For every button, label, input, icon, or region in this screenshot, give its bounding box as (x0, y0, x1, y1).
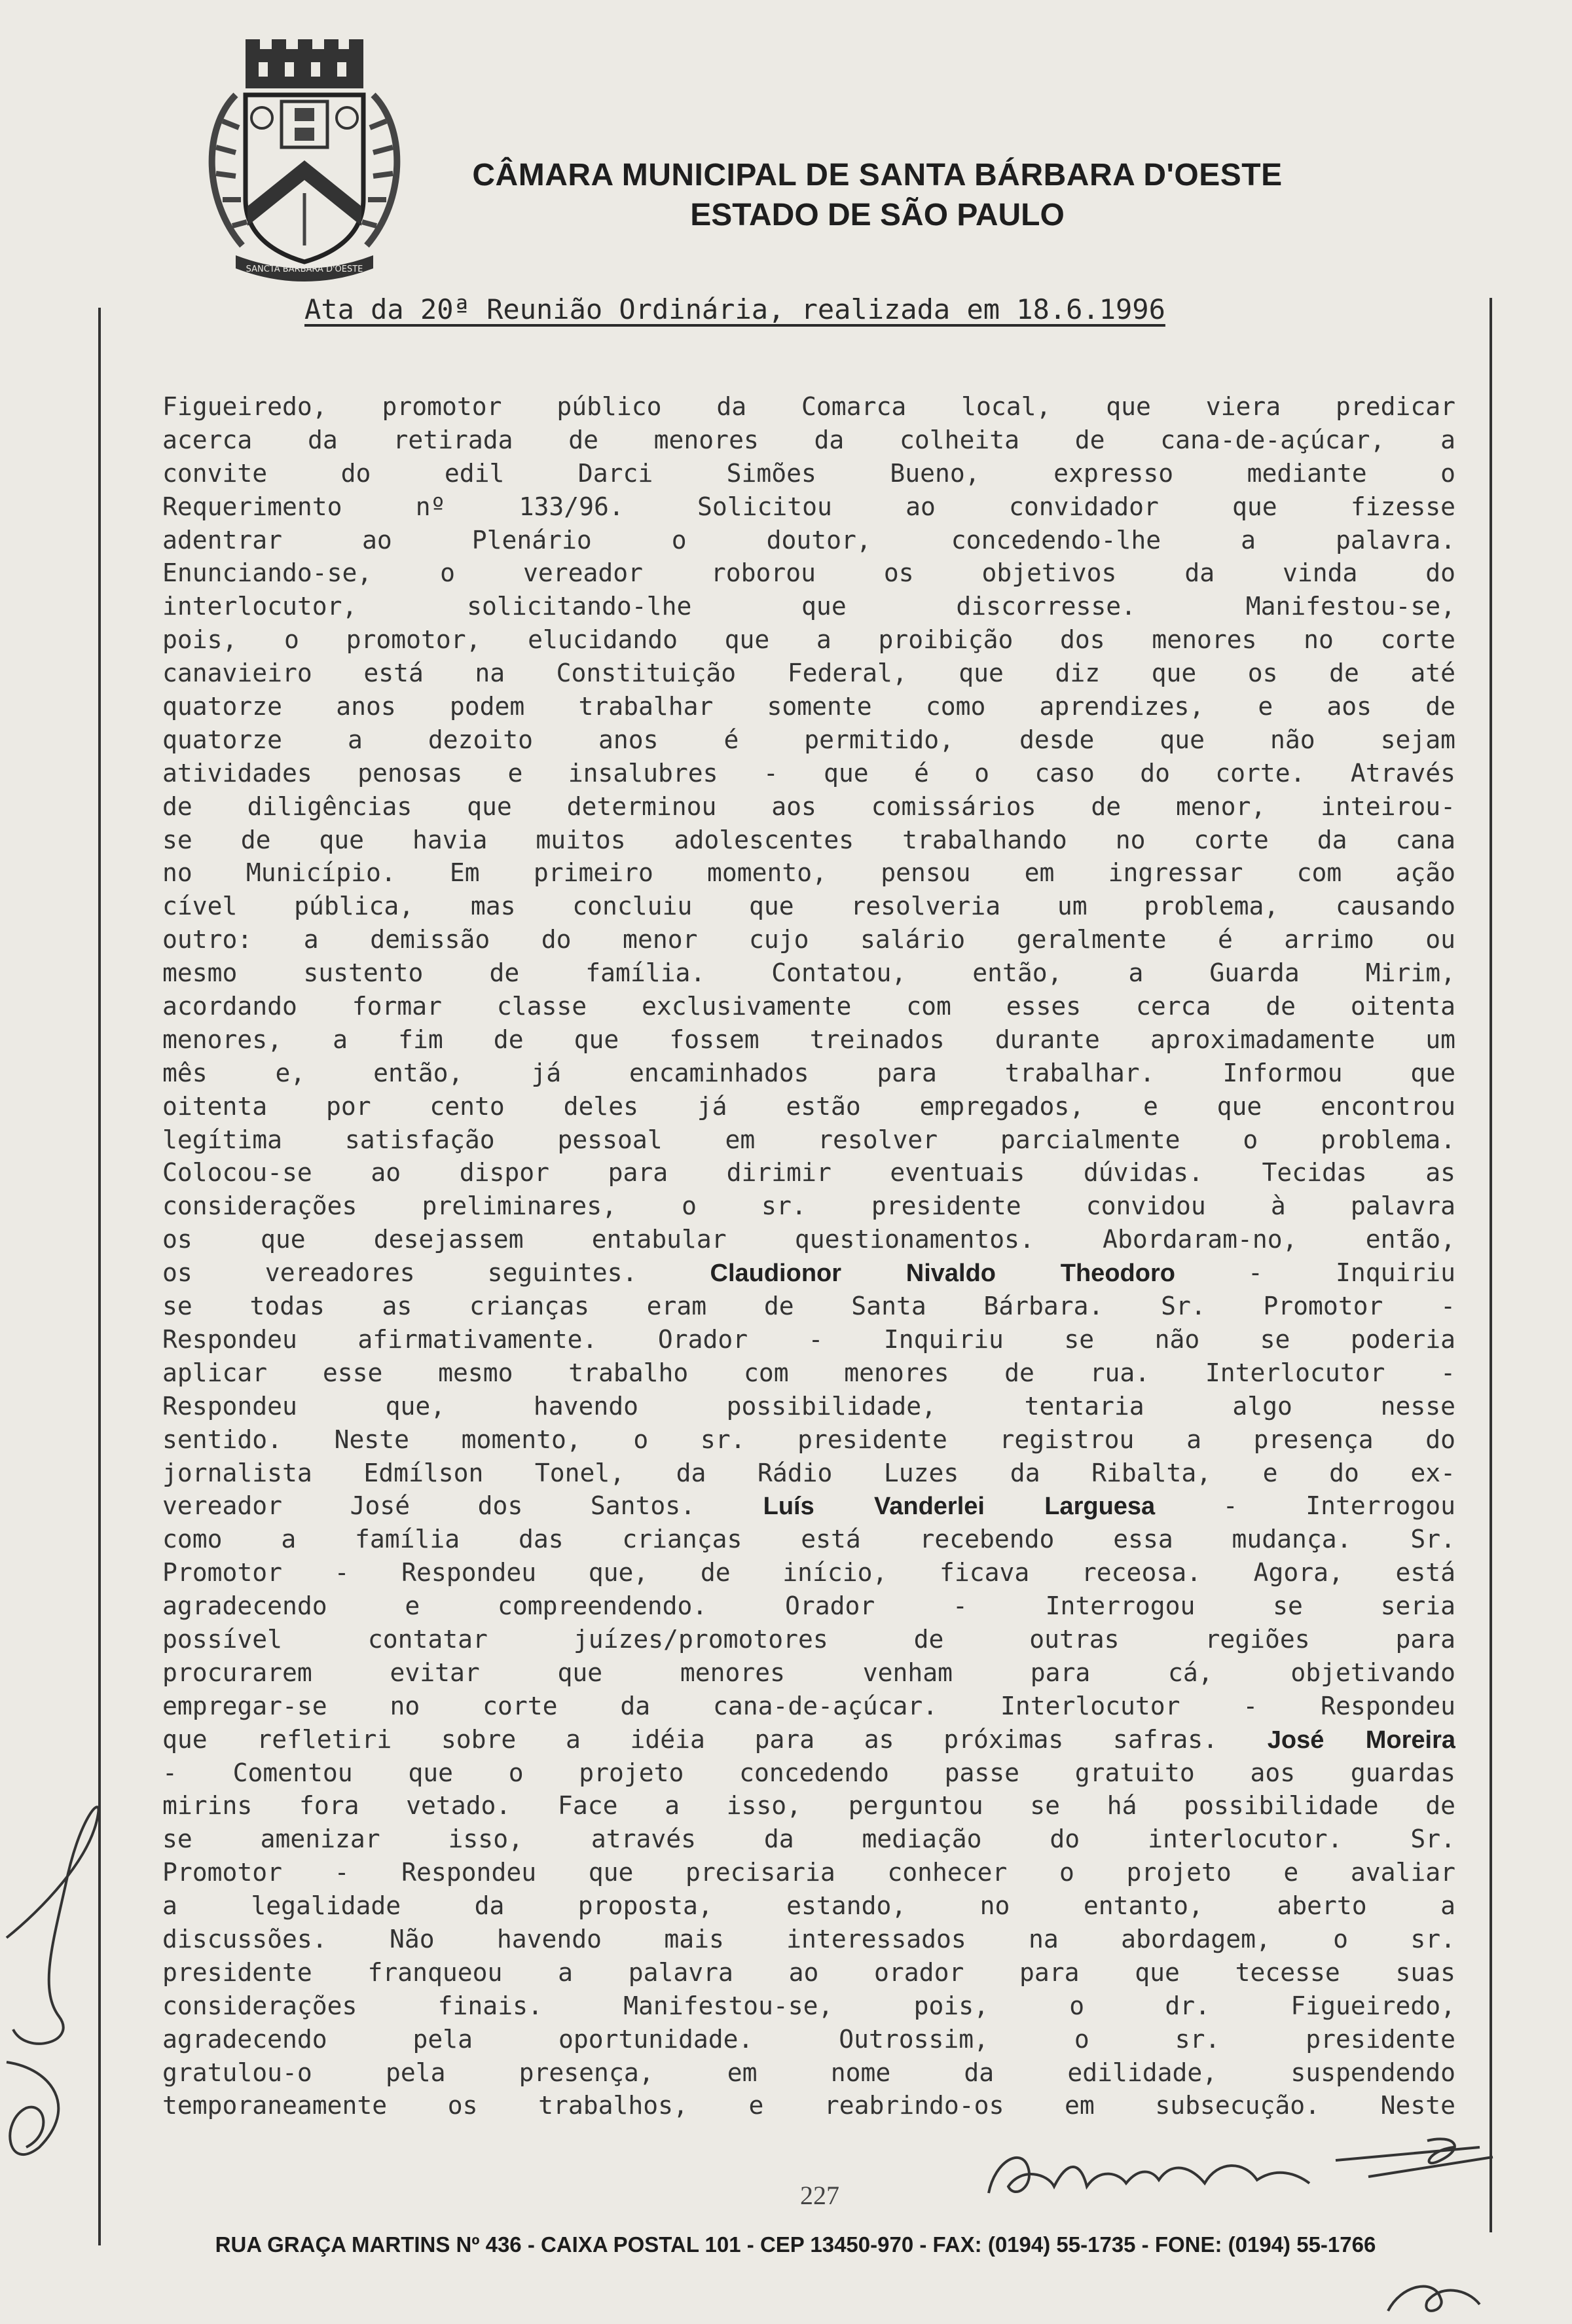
text-line (162, 1023, 1455, 1057)
line-text: Respondeu que, havendo possibilidade, tentaria algo nesse (162, 1391, 1455, 1421)
line-text: Respondeu afirmativamente. Orador - Inquiriu se não se poderia (162, 1324, 1455, 1354)
text-line (162, 1789, 1455, 1823)
line-text: presidente franqueou a palavra ao orador para que tecesse suas (162, 1957, 1455, 1987)
text-line (162, 990, 1455, 1023)
page-number: 227 (800, 2181, 839, 2210)
line-text: convite do edil Darci Simões Bueno, expresso mediante o (162, 458, 1455, 488)
text-line (162, 690, 1455, 723)
line-text: Requerimento nº 133/96. Solicitou ao convidador que fizesse (162, 492, 1455, 521)
text-line (162, 657, 1455, 690)
line-text: pois, o promotor, elucidando que a proibição dos menores no corte (162, 625, 1455, 655)
line-text: agradecendo e compreendendo. Orador - Interrogou se seria (162, 1591, 1455, 1621)
text-line (162, 424, 1455, 457)
line-text: agradecendo pela oportunidade. Outrossim, o sr. presidente (162, 2024, 1455, 2054)
minutes-title: Ata da 20ª Reunião Ordinária, realizada em 18.6.1996 (304, 293, 1165, 325)
line-text: sentido. Neste momento, o sr. presidente registrou a presença do (162, 1425, 1455, 1454)
line-text: no Município. Em primeiro momento, pensou em ingressar com ação (162, 858, 1455, 888)
line-text: oitenta por cento deles já estão empregados, e que encontrou (162, 1091, 1455, 1121)
text-line (162, 1390, 1455, 1423)
line-text: temporaneamente os trabalhos, e reabrindo-os em subsecução. Neste (162, 2091, 1455, 2120)
text-line (162, 1090, 1455, 1123)
line-text: cível pública, mas concluiu que resolveria um problema, causando (162, 892, 1455, 921)
line-text: os que desejassem entabular questionamentos. Abordaram-no, então, (162, 1225, 1455, 1254)
text-line (162, 1223, 1455, 1256)
line-text: gratulou-o pela presença, em nome da edilidade, suspendendo (162, 2058, 1455, 2087)
line-text: procurarem evitar que menores venham para cá, objetivando (162, 1658, 1455, 1687)
text-line (162, 1423, 1455, 1457)
text-line (162, 856, 1455, 890)
line-text: os vereadores seguintes. (162, 1258, 638, 1288)
text-line (162, 923, 1455, 956)
text-line (162, 2089, 1455, 2122)
text-line (162, 1489, 1455, 1523)
line-text: canavieiro está na Constituição Federal, que diz que os de até (162, 659, 1455, 688)
line-text: se de que havia muitos adolescentes trabalhando no corte da cana (162, 825, 1455, 854)
address-footer: RUA GRAÇA MARTINS Nº 436 - CAIXA POSTAL 101 - CEP 13450-970 - FAX: (0194) 55-1735 - FONE: (0194) 55-1766 (215, 2232, 1376, 2257)
speaker-name: Luís Vanderlei Larguesa (763, 1493, 1156, 1521)
line-text: legítima satisfação pessoal em resolver parcialmente o problema. (162, 1125, 1455, 1154)
line-text-after: - Inquiriu (1175, 1258, 1455, 1288)
line-text: interlocutor, solicitando-lhe que discorresse. Manifestou-se, (162, 592, 1455, 621)
text-line (162, 1923, 1455, 1956)
line-text: mesmo sustento de família. Contatou, então, a Guarda Mirim, (162, 958, 1455, 988)
right-margin-rule (1490, 298, 1492, 2232)
text-line (162, 790, 1455, 824)
text-line (162, 1189, 1455, 1223)
text-line (162, 1057, 1455, 1090)
text-line (162, 723, 1455, 757)
text-line (162, 1756, 1455, 1790)
coat-of-arms-icon (196, 36, 412, 285)
line-text: adentrar ao Plenário o doutor, concedendo-lhe a palavra. (162, 525, 1455, 554)
text-line (162, 1156, 1455, 1189)
line-text-after: - Interrogou (1155, 1491, 1455, 1521)
text-line (162, 1823, 1455, 1856)
signature-icon (969, 2121, 1519, 2219)
text-line (162, 1523, 1455, 1556)
text-line (162, 1457, 1455, 1490)
line-text: empregar-se no corte da cana-de-açúcar. Interlocutor - Respondeu (162, 1691, 1455, 1720)
text-line (162, 1356, 1455, 1390)
text-line (162, 623, 1455, 657)
line-text: que refletiri sobre a idéia para as próximas safras. (162, 1724, 1218, 1754)
text-line (162, 824, 1455, 857)
state-name: ESTADO DE SÃO PAULO (690, 198, 1065, 232)
initials-icon (0, 1781, 118, 2173)
line-text: Promotor - Respondeu que, de início, ficava receosa. Agora, está (162, 1558, 1455, 1588)
line-text: de diligências que determinou aos comissários de menor, inteirou- (162, 791, 1455, 821)
text-line (162, 1989, 1455, 2023)
line-text: - Comentou que o projeto concedendo passe gratuito aos guardas (162, 1758, 1455, 1787)
line-text: atividades penosas e insalubres - que é o caso do corte. Através (162, 758, 1455, 788)
speaker-name: Claudionor Nivaldo Theodoro (710, 1260, 1175, 1288)
text-line (162, 524, 1455, 557)
text-line (162, 490, 1455, 524)
text-line (162, 2056, 1455, 2090)
line-text: considerações finais. Manifestou-se, pois, o dr. Figueiredo, (162, 1991, 1455, 2020)
text-line (162, 390, 1455, 424)
line-text: Figueiredo, promotor público da Comarca local, que viera predicar (162, 392, 1455, 421)
institution-name: CÂMARA MUNICIPAL DE SANTA BÁRBARA D'OESTE (472, 158, 1283, 192)
text-line (162, 1589, 1455, 1623)
line-text: discussões. Não havendo mais interessados na abordagem, o sr. (162, 1924, 1455, 1953)
text-line (162, 1123, 1455, 1157)
text-line (162, 1256, 1455, 1290)
line-text: se todas as crianças eram de Santa Bárbara. Sr. Promotor - (162, 1292, 1455, 1321)
text-line (162, 1323, 1455, 1356)
line-text: Colocou-se ao dispor para dirimir eventuais dúvidas. Tecidas as (162, 1158, 1455, 1188)
text-line (162, 590, 1455, 623)
text-line (162, 2023, 1455, 2056)
text-line (162, 1856, 1455, 1889)
line-text: acordando formar classe exclusivamente com esses cerca de oitenta (162, 992, 1455, 1021)
line-text: acerca da retirada de menores da colheita de cana-de-açúcar, a (162, 425, 1455, 454)
text-line (162, 1656, 1455, 1690)
line-text: possível contatar juízes/promotores de outras regiões para (162, 1624, 1455, 1654)
text-line (162, 1889, 1455, 1923)
text-line (162, 1956, 1455, 1989)
text-line (162, 757, 1455, 790)
text-line (162, 1723, 1455, 1756)
line-text: Promotor - Respondeu que precisaria conhecer o projeto e avaliar (162, 1858, 1455, 1887)
line-text: quatorze anos podem trabalhar somente como aprendizes, e aos de (162, 692, 1455, 721)
line-text: Enunciando-se, o vereador roborou os objetivos da vinda do (162, 558, 1455, 588)
line-text: mês e, então, já encaminhados para trabalhar. Informou que (162, 1058, 1455, 1087)
text-line (162, 1690, 1455, 1723)
text-line (162, 556, 1455, 590)
line-text: mirins fora vetado. Face a isso, perguntou se há possibilidade de (162, 1791, 1455, 1821)
crest-motto: SANCTA BARBARA D'OESTE (246, 264, 363, 274)
line-text: outro: a demissão do menor cujo salário geralmente é arrimo ou (162, 925, 1455, 954)
minutes-body (162, 390, 1455, 2122)
text-line (162, 457, 1455, 490)
line-text: a legalidade da proposta, estando, no entanto, aberto a (162, 1891, 1455, 1921)
text-line (162, 1623, 1455, 1656)
line-text: aplicar esse mesmo trabalho com menores de rua. Interlocutor - (162, 1358, 1455, 1387)
speaker-name: José Moreira (1267, 1726, 1455, 1754)
line-text: vereador José dos Santos. (162, 1491, 696, 1521)
line-text: jornalista Edmílson Tonel, da Rádio Luzes da Ribalta, e do ex- (162, 1458, 1455, 1487)
text-line (162, 890, 1455, 923)
line-text: menores, a fim de que fossem treinados durante aproximadamente um (162, 1025, 1455, 1054)
line-text: como a família das crianças está recebendo essa mudança. Sr. (162, 1525, 1455, 1554)
text-line (162, 956, 1455, 990)
text-line (162, 1556, 1455, 1589)
text-line (162, 1290, 1455, 1323)
line-text: se amenizar isso, através da mediação do interlocutor. Sr. (162, 1825, 1455, 1854)
line-text: quatorze a dezoito anos é permitido, desde que não sejam (162, 725, 1455, 754)
institution-header (445, 157, 1309, 233)
initials-icon (1381, 2272, 1499, 2324)
line-text: considerações preliminares, o sr. presidente convidou à palavra (162, 1191, 1455, 1221)
